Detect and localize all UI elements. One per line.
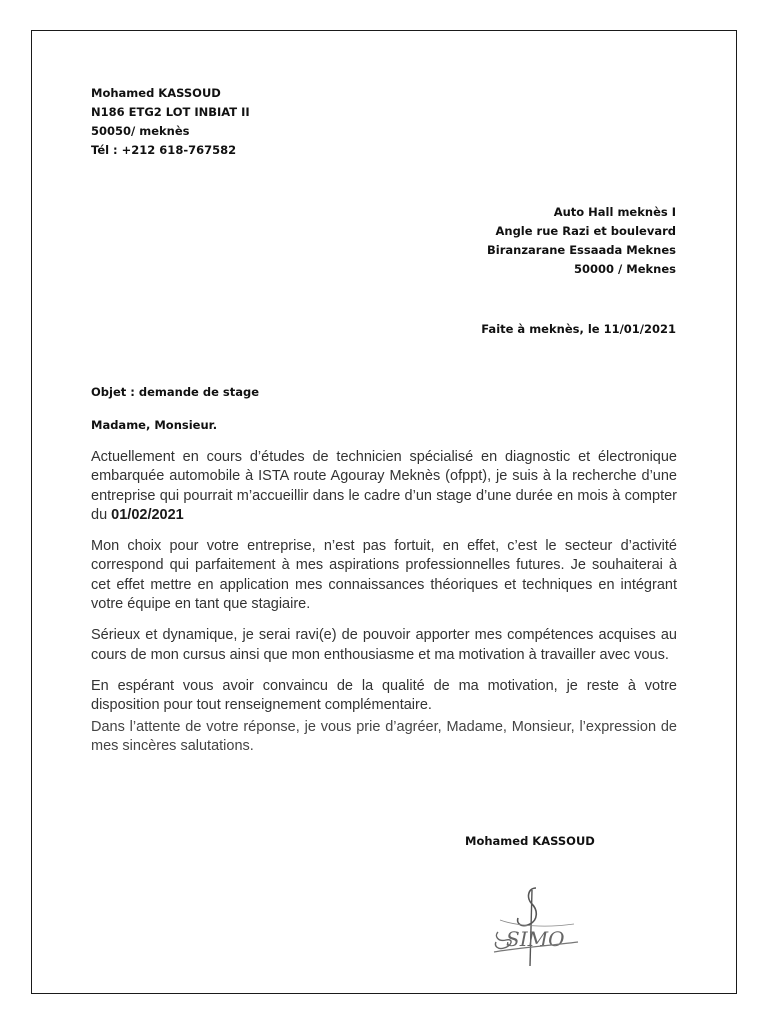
sender-phone: Tél : +212 618-767582 — [91, 143, 237, 157]
recipient-line3: Biranzarane Essaada Meknes — [487, 243, 676, 257]
sender-name: Mohamed KASSOUD — [91, 86, 221, 100]
sender-address-line2: 50050/ meknès — [91, 124, 190, 138]
recipient-block — [487, 203, 676, 279]
sender-address-line1: N186 ETG2 LOT INBIAT II — [91, 105, 250, 119]
signer-name: Mohamed KASSOUD — [465, 834, 595, 848]
recipient-line1: Auto Hall meknès I — [553, 205, 676, 219]
start-date: 01/02/2021 — [111, 506, 184, 523]
subject-line: Objet : demande de stage — [91, 385, 260, 399]
sender-block — [91, 84, 250, 160]
signature-image — [486, 880, 586, 970]
letter-body — [91, 448, 677, 768]
body-paragraph-5: Dans l’attente de votre réponse, je vous prie d’agréer, Madame, Monsieur, l’expression de mes sincères salutations. — [91, 718, 677, 754]
recipient-line4: 50000 / Meknes — [574, 262, 676, 276]
body-paragraph-1 — [91, 448, 677, 525]
body-paragraph-4: En espérant vous avoir convaincu de la qualité de ma motivation, je reste à votre disposition pour tout renseignement complémentaire. — [91, 677, 677, 714]
recipient-line2: Angle rue Razi et boulevard — [495, 224, 676, 238]
signature-text: SIMO — [506, 927, 565, 951]
salutation: Madame, Monsieur. — [91, 418, 218, 432]
date-line: Faite à meknès, le 11/01/2021 — [481, 322, 676, 336]
body-paragraph-2: Mon choix pour votre entreprise, n’est pas fortuit, en effet, c’est le secteur d’activité correspond qui parfaitement à mes aspirations professionnelles futures. Je souhaiterai à cet effet mettre en application mes connaissances théoriques et techniques en intégrant votre équipe en tant que stagiaire. — [91, 538, 677, 613]
body-paragraph-3: Sérieux et dynamique, je serai ravi(e) de pouvoir apporter mes compétences acquises au cours de mon cursus ainsi que mon enthousiasme et ma motivation à travailler avec vous. — [91, 627, 677, 663]
body-paragraph-1-text: Actuellement en cours d’études de technicien spécialisé en diagnostic et électronique embarquée automobile à ISTA route Agouray Meknès (ofppt), je suis à la recherche d’une entreprise qui pourrait m’accueillir dans le cadre d’un stage d’une durée en mois à compter du — [91, 449, 677, 523]
